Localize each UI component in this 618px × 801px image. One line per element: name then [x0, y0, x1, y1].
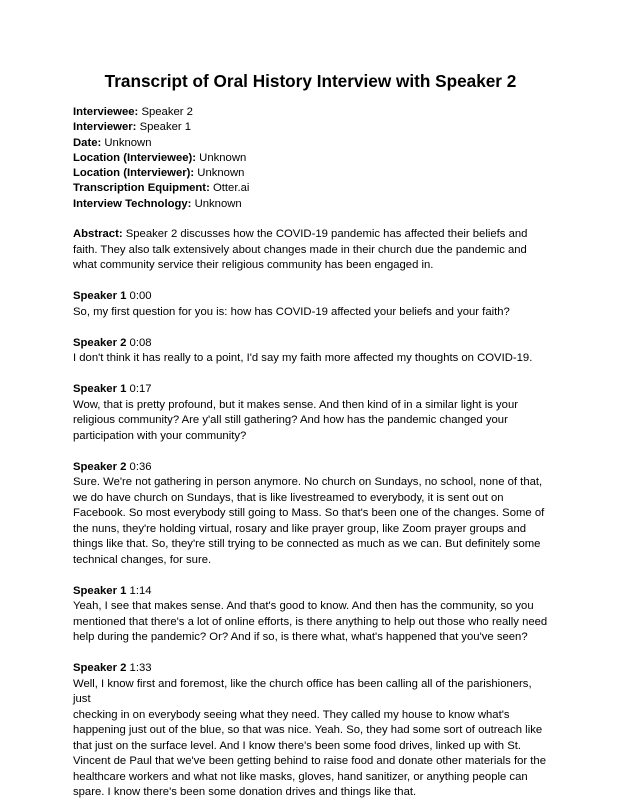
transcript-segment	[73, 336, 548, 367]
speaker-heading	[73, 460, 548, 476]
transcript-segment	[73, 382, 548, 444]
speech-text	[73, 305, 548, 321]
timestamp: 0:08	[129, 336, 152, 349]
meta-row-date	[73, 136, 548, 151]
timestamp: 0:00	[129, 290, 152, 303]
meta-row-location-interviewer	[73, 166, 548, 181]
speech-text	[73, 599, 548, 646]
meta-label: Location (Interviewee):	[73, 151, 197, 164]
speaker-name: Speaker 2	[73, 662, 127, 675]
text-line: spare. I know there's been some donation drives and things like that.	[73, 786, 417, 799]
meta-label: Date:	[73, 136, 102, 149]
speaker-name: Speaker 1	[73, 584, 127, 597]
transcript-segment	[73, 661, 548, 801]
meta-row-location-interviewee	[73, 151, 548, 166]
text-line: the nuns, they're holding virtual, rosary and like prayer group, like Zoom prayer groups and	[73, 522, 527, 535]
abstract-text: Speaker 2 discusses how the COVID-19 pandemic has affected their beliefs and faith. They also talk extensively about changes made in their church due the pandemic and what community service their religious community has been engaged in.	[73, 228, 528, 272]
speaker-name: Speaker 2	[73, 460, 127, 473]
page-title: Transcript of Oral History Interview with Speaker 2	[104, 71, 517, 91]
speaker-heading	[73, 584, 548, 600]
text-line: Well, I know first and foremost, like the church office has been calling all of the parishioners, just	[73, 677, 532, 706]
meta-label: Interviewee:	[73, 106, 139, 118]
speech-text	[73, 351, 548, 367]
text-line: technical changes, for sure.	[73, 553, 212, 566]
transcript-page	[73, 70, 548, 801]
transcript-segment	[73, 460, 548, 569]
timestamp: 0:17	[129, 383, 152, 396]
transcript-segment	[73, 584, 548, 646]
speaker-heading	[73, 336, 548, 352]
meta-value: Unknown	[104, 136, 152, 149]
text-line: Yeah, I see that makes sense. And that's good to know. And then has the community, so you	[73, 600, 534, 613]
meta-row-transcription-equipment	[73, 181, 548, 196]
abstract-label: Abstract:	[73, 228, 123, 241]
text-line: checking in on everybody seeing what they need. They called my house to know what's	[73, 708, 510, 721]
text-line: help during the pandemic? Or? And if so, is there what, what's happened that you've seen?	[73, 631, 528, 644]
text-line: Sure. We're not gathering in person anymore. No church on Sundays, no school, none of that,	[73, 476, 543, 489]
text-line: things like that. So, they're still trying to be connected as much as we can. But definitely some	[73, 538, 541, 551]
abstract-paragraph	[73, 227, 548, 274]
speaker-name: Speaker 1	[73, 290, 127, 303]
timestamp: 0:36	[129, 460, 152, 473]
meta-value: Unknown	[199, 151, 247, 164]
text-line: Facebook. So most everybody still going to Mass. So that's been one of the changes. Some of	[73, 507, 545, 520]
text-line: Vincent de Paul that we've been getting behind to raise food and donate other materials for the	[73, 755, 546, 768]
meta-value: Unknown	[194, 197, 242, 210]
text-line: that just on the surface level. And I know there's been some food drives, linked up with St.	[73, 739, 522, 752]
meta-label: Interviewer:	[73, 121, 137, 134]
speaker-heading	[73, 661, 548, 677]
metadata-block	[73, 105, 548, 212]
timestamp: 1:33	[129, 662, 152, 675]
transcript-segment	[73, 289, 548, 320]
meta-label: Interview Technology:	[73, 197, 192, 210]
speaker-heading	[73, 289, 548, 305]
speaker-name: Speaker 1	[73, 383, 127, 396]
text-line: So, my first question for you is: how has COVID-19 affected your beliefs and your faith?	[73, 305, 510, 318]
speech-text	[73, 475, 548, 568]
meta-row-interview-technology	[73, 197, 548, 212]
meta-row-interviewee	[73, 105, 548, 120]
timestamp: 1:14	[129, 584, 152, 597]
meta-value: Otter.ai	[212, 182, 250, 195]
meta-value: Speaker 1	[139, 121, 192, 134]
speaker-heading	[73, 382, 548, 398]
meta-value: Speaker 2	[141, 106, 193, 118]
meta-label: Location (Interviewer):	[73, 167, 195, 180]
text-line: religious community? Are y'all still gathering? And how has the pandemic changed your	[73, 414, 508, 427]
speech-text	[73, 398, 548, 445]
text-line: happening just out of the blue, so that was nice. Yeah. So, they had some sort of outreach like	[73, 724, 543, 737]
text-line: healthcare workers and what not like masks, gloves, hand sanitizer, or anything people can	[73, 770, 528, 783]
speech-text	[73, 677, 548, 801]
speaker-name: Speaker 2	[73, 336, 127, 349]
meta-label: Transcription Equipment:	[73, 182, 210, 195]
meta-value: Unknown	[197, 167, 245, 180]
meta-row-interviewer	[73, 120, 548, 135]
text-line: participation with your community?	[73, 429, 247, 442]
text-line: mentioned that there's a lot of online efforts, is there anything to help out those who really need	[73, 615, 548, 628]
text-line: we do have church on Sundays, that is like livestreamed to everybody, it is sent out on	[73, 491, 504, 504]
text-line: Wow, that is pretty profound, but it makes sense. And then kind of in a similar light is your	[73, 398, 518, 411]
text-line: I don't think it has really to a point, I'd say my faith more affected my thoughts on COVID-19.	[73, 352, 533, 365]
